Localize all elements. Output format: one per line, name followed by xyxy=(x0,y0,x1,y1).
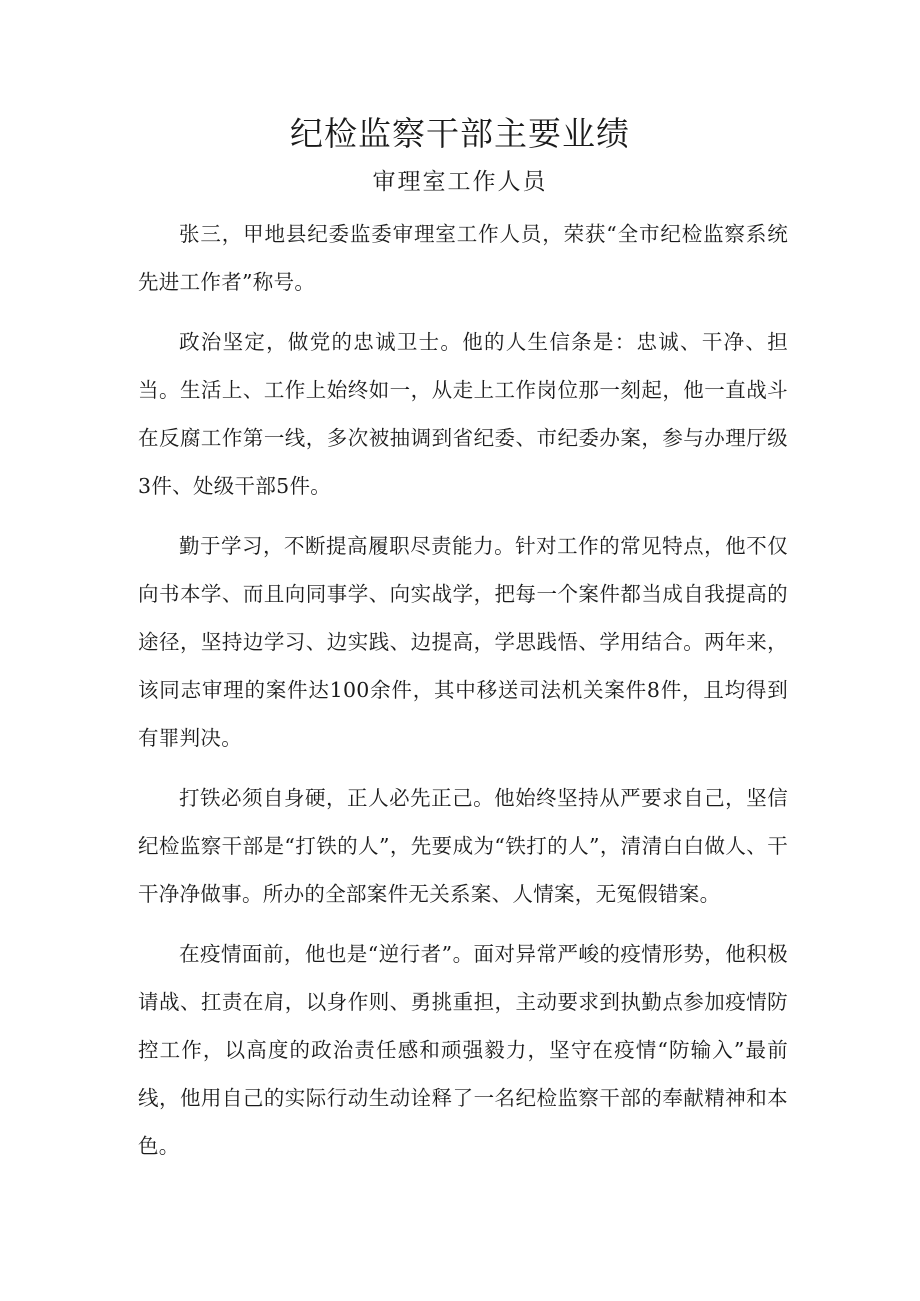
document-subtitle: 审理室工作人员 xyxy=(372,169,548,195)
paragraph-learning: 勤于学习，不断提高履职尽责能力。针对工作的常见特点，他不仅向书本学、而且向同事学、向实战学，把每一个案件都当成自我提高的途径，坚持边学习、边实践、边提高，学思践悟、学用结合。两年来，该同志审理的案件达100余件，其中移送司法机关案件8件，且均得到有罪判决。 xyxy=(138,534,788,750)
paragraph-intro: 张三，甲地县纪委监委审理室工作人员，荣获“全市纪检监察系统先进工作者”称号。 xyxy=(138,222,788,294)
paragraph-political: 政治坚定，做党的忠诚卫士。他的人生信条是：忠诚、干净、担当。生活上、工作上始终如一，从走上工作岗位那一刻起，他一直战斗在反腐工作第一线，多次被抽调到省纪委、市纪委办案，参与办理厅级3件、处级干部5件。 xyxy=(138,330,788,498)
paragraph-pandemic: 在疫情面前，他也是“逆行者”。面对异常严峻的疫情形势，他积极请战、扛责在肩，以身作则、勇挑重担，主动要求到执勤点参加疫情防控工作，以高度的政治责任感和顽强毅力，坚守在疫情“防输入”最前线，他用自己的实际行动生动诠释了一名纪检监察干部的奉献精神和本色。 xyxy=(138,942,788,1158)
document-title: 纪检监察干部主要业绩 xyxy=(290,114,630,153)
document-body xyxy=(138,210,788,1170)
paragraph-integrity: 打铁必须自身硬，正人必先正己。他始终坚持从严要求自己，坚信纪检监察干部是“打铁的人”，先要成为“铁打的人”，清清白白做人、干干净净做事。所办的全部案件无关系案、人情案，无冤假错案。 xyxy=(138,786,788,906)
